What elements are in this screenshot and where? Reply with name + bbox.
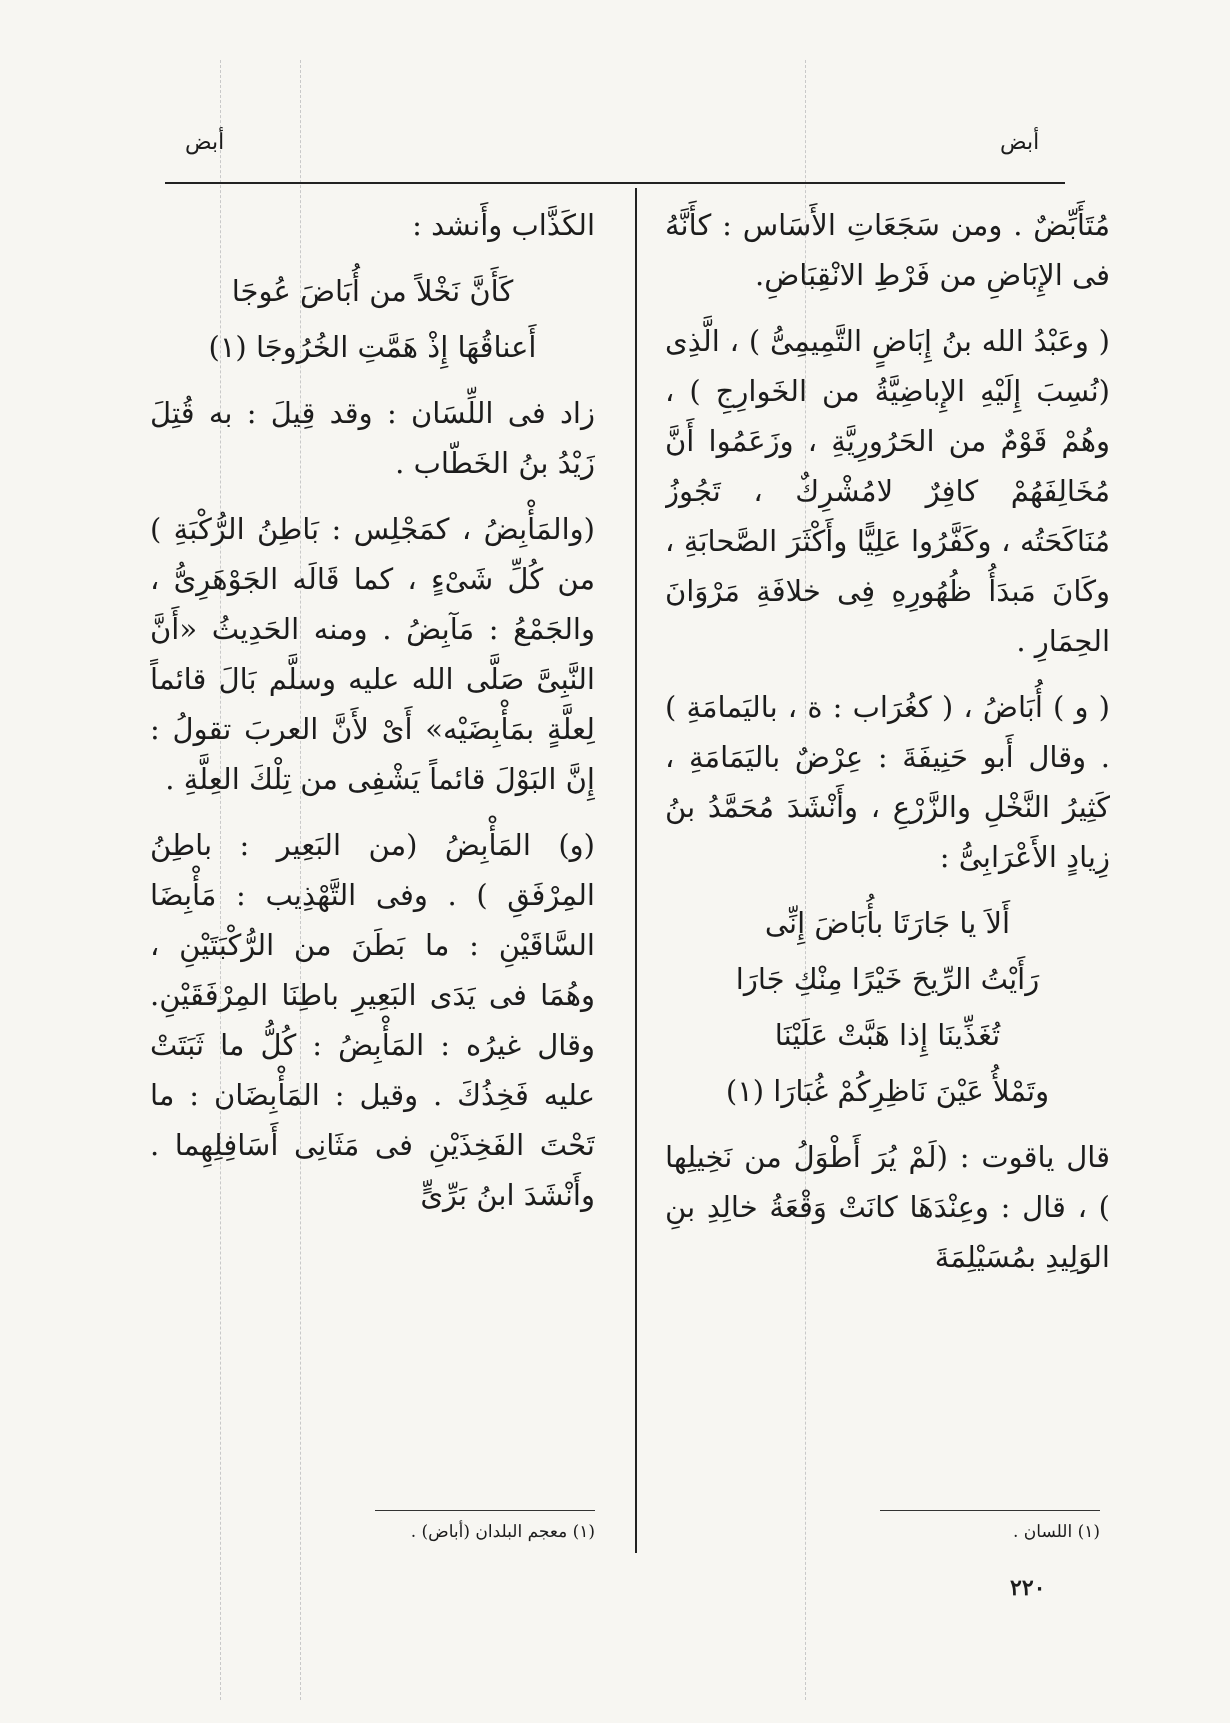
footnote-rule-right: [880, 1510, 1100, 1511]
paragraph: زاد فى اللِّسَان : وقد قِيلَ : به قُتِلَ زَيْدُ بنُ الخَطّاب .: [150, 396, 595, 480]
verse-line: وتَمْلأُ عَيْنَ نَاظِرِكُمْ غُبَارَا (١): [725, 1074, 1050, 1108]
footnote-right: (١) اللسان .: [1013, 1522, 1100, 1542]
footnote-left: (١) معجم البلدان (أباض) .: [410, 1522, 595, 1542]
right-column: [665, 200, 1110, 1500]
paragraph: (والمَأْبِضُ ، كمَجْلِس : بَاطِنُ الرُّكْبَةِ ) من كُلِّ شَىْءٍ ، كما قَالَه الجَوْهَرِىُّ ، والجَمْعُ : مَآبِضُ . ومنه الحَدِيثُ «أَنَّ النَّبِىَّ صَلَّى الله عليه وسلَّم بَالَ قائماً لِعلَّةٍ بمَأْبِضَيْه» أَىْ لأَنَّ العربَ تقولُ : إِنَّ البَوْلَ قائماً يَشْفِى من تِلْكَ العِلَّةِ .: [150, 512, 595, 796]
running-head-right: أبض: [1000, 130, 1040, 155]
paragraph: الكَذَّاب وأَنشد :: [412, 208, 595, 242]
verse-line: رَأَيْتُ الرِّيحَ خَيْرًا مِنْكِ جَارَا: [735, 962, 1040, 996]
verse-line: كَأَنَّ نَخْلاً من أُبَاضَ عُوجَا: [231, 274, 514, 308]
left-column: [150, 200, 595, 1500]
paragraph: مُتَأَبِّضٌ . ومن سَجَعَاتِ الأَسَاس : كأَنَّهُ فى الإِبَاضِ من فَرْطِ الانْقِبَاضِ.: [665, 208, 1110, 292]
verse: [665, 898, 1110, 1116]
column-divider: [635, 188, 637, 1553]
paragraph: (و) المَأْبِضُ (من البَعِير : باطِنُ المِرْفَقِ ) . وفى التَّهْذِيب : مَأْبِضَا السَّاقَيْنِ : ما بَطَنَ من الرُّكْبَتَيْنِ ، وهُمَا فى يَدَى البَعِيرِ باطِنَا المِرْفَقَيْنِ. وقال غيرُه : المَأْبِضُ : كُلُّ ما ثَبَتَتْ عليه فَخِذُكَ . وقيل : المَأْبِضَان : ما تَحْتَ الفَخِذَيْنِ فى مَثَانِى أَسَافِلِهِما . وأَنْشَدَ ابنُ بَرِّىٍّ: [150, 828, 595, 1212]
running-head-left: أبض: [185, 130, 225, 155]
verse-line: تُغَذِّينَا إِذا هَبَّتْ عَلَيْنَا: [774, 1018, 1001, 1052]
verse-line: أَلاَ يا جَارَتَا بأُبَاضَ إِنِّى: [764, 906, 1011, 940]
paragraph: ( و ) أُبَاضُ ، ( كغُرَاب : ة ، باليَمامَةِ ) . وقال أَبو حَنِيفَةَ : عِرْضٌ باليَمَامَةِ ، كَثِيرُ النَّخْلِ والزَّرْعِ ، وأَنْشَدَ مُحَمَّدُ بنُ زِيادٍ الأَعْرَابِىُّ :: [665, 690, 1110, 874]
header-rule: [165, 182, 1065, 184]
footnote-rule-left: [375, 1510, 595, 1511]
verse: [150, 266, 595, 372]
verse-line: أَعناقُهَا إِذْ هَمَّتِ الخُرُوجَا (١): [208, 330, 537, 364]
page-number: ٢٢٠: [1010, 1575, 1046, 1601]
paragraph: قال ياقوت : (لَمْ يُرَ أَطْوَلُ من نَخِيلِها ) ، قال : وعِنْدَهَا كانَتْ وَقْعَةُ خالِدِ بنِ الوَلِيدِ بمُسَيْلِمَةَ: [665, 1140, 1110, 1274]
paragraph: ( وعَبْدُ الله بنُ إِبَاضٍ التَّمِيمِىُّ ) ، الَّذِى (نُسِبَ إِلَيْهِ الإِباضِيَّةُ من الخَوارِجِ ) ، وهُمْ قَوْمٌ من الحَرُورِيَّةِ ، وزَعَمُوا أَنَّ مُخَالِفَهُمْ كافِرٌ لامُشْرِكٌ ، تَجُوزُ مُنَاكَحَتُه ، وكَفَّرُوا عَلِيًّا وأَكْثَرَ الصَّحابَةِ ، وكَانَ مَبدَأُ ظُهُورِهِ فِى خلافَةِ مَرْوَانَ الحِمَارِ .: [665, 324, 1110, 658]
